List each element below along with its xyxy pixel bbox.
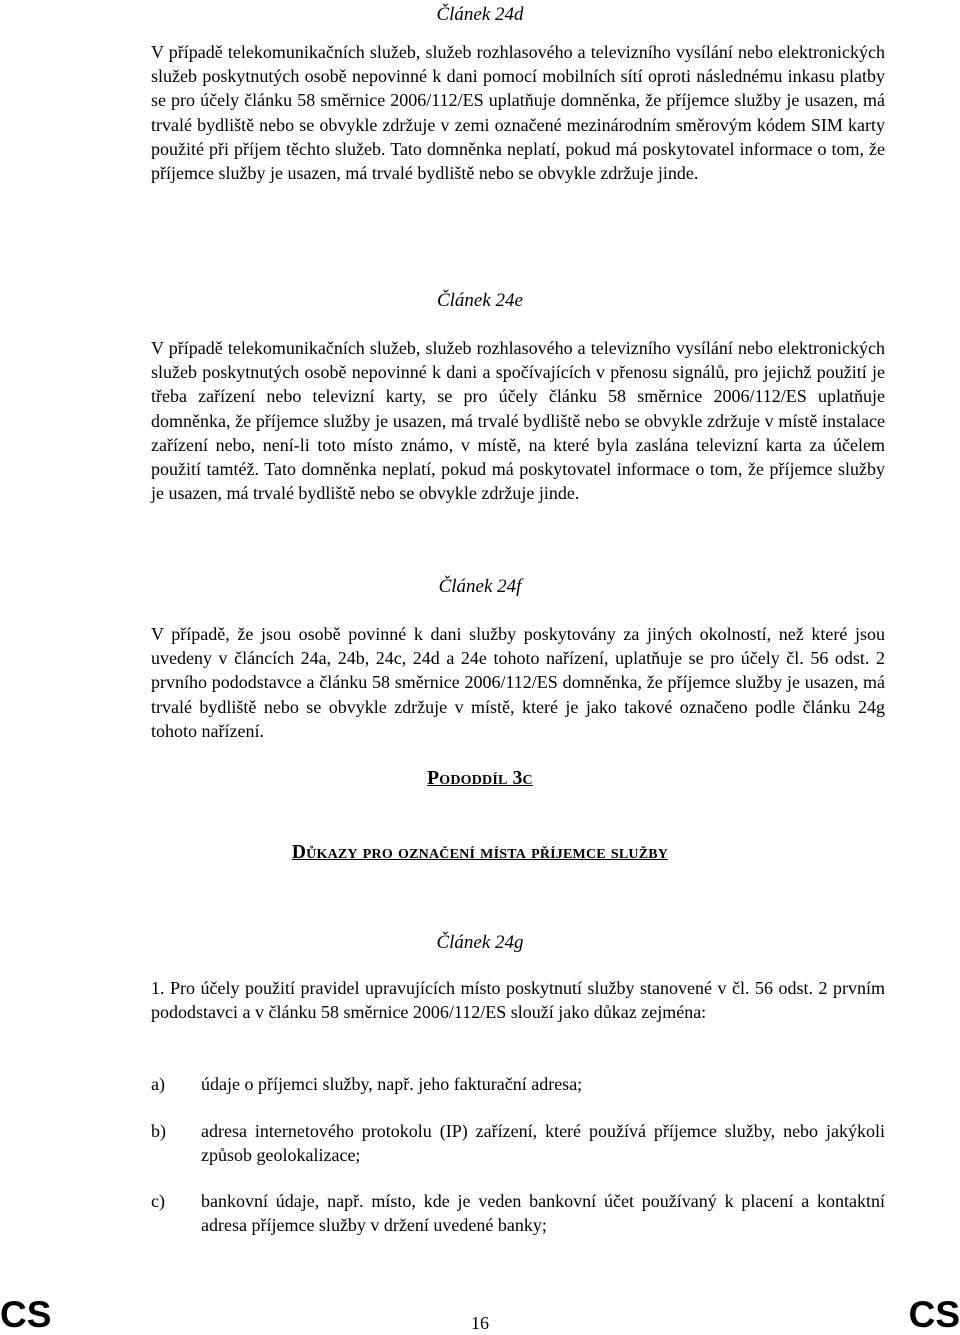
list-item-text: údaje o příjemci služby, např. jeho fakturační adresa;	[201, 1074, 583, 1094]
footer-language-right: CS	[908, 1294, 960, 1335]
subsection-subtitle: Důkazy pro označení místa příjemce služby	[291, 842, 669, 863]
article-24e-heading: Článek 24e	[436, 290, 523, 311]
article-24d-text: V případě telekomunikačních služeb, služeb rozhlasového a televizního vysílání nebo elektronických služeb poskytnutých osobě nepovinné k dani pomocí mobilních sítí oproti následnému inkasu platby se pro účely článku 58 směrnice 2006/112/ES uplatňuje domněnka, že příjemce služby je usazen, má trvalé bydliště nebo se obvykle zdržuje v zemi označené mezinárodním směrovým kódem SIM karty použité při příjem těchto služeb. Tato domněnka neplatí, pokud má poskytovatel informace o tom, že příjemce služby je usazen, má trvalé bydliště nebo se obvykle zdržuje jinde.	[151, 42, 885, 184]
article-24f-heading: Článek 24f	[438, 576, 522, 597]
list-marker: a)	[151, 1074, 165, 1094]
subsection-title: Pododdíl 3c	[427, 768, 533, 789]
article-24f-text: V případě, že jsou osobě povinné k dani služby poskytovány za jiných okolností, než které jsou uvedeny v článcích 24a, 24b, 24c, 24d a 24e tohoto nařízení, uplatňuje se pro účely čl. 56 odst. 2 prvního pododstavce a článku 58 směrnice 2006/112/ES domněnka, že příjemce služby je usazen, má trvalé bydliště nebo se obvykle zdržuje v místě, které je jako takové označeno podle článku 24g tohoto nařízení.	[151, 624, 885, 741]
article-24g-heading: Článek 24g	[436, 932, 524, 953]
list-marker: b)	[151, 1121, 166, 1141]
list-marker: c)	[151, 1191, 165, 1211]
article-24e-text: V případě telekomunikačních služeb, služeb rozhlasového a televizního vysílání nebo elektronických služeb poskytnutých osobě nepovinné k dani a spočívajících v přenosu signálů, pro jejichž použití je třeba zařízení nebo televizní karty, se pro účely článku 58 směrnice 2006/112/ES uplatňuje domněnka, že příjemce služby je usazen, má trvalé bydliště nebo se obvykle zdržuje v místě instalace zařízení nebo, není-li toto místo známo, v místě, na které byla zaslána televizní karta za účelem použití tamtéž. Tato domněnka neplatí, pokud má poskytovatel informace o tom, že příjemce služby je usazen, má trvalé bydliště nebo se obvykle zdržuje jinde.	[151, 338, 885, 504]
article-24d-heading: Článek 24d	[436, 4, 524, 25]
footer-page-number: 16	[471, 1313, 489, 1333]
list-item-text: adresa internetového protokolu (IP) zařízení, které používá příjemce služby, nebo jakýkoli způsob geolokalizace;	[201, 1121, 885, 1166]
footer-language-left: CS	[0, 1294, 52, 1335]
list-item-text: bankovní údaje, např. místo, kde je veden bankovní účet používaný k placení a kontaktní adresa příjemce služby v držení uvedené banky;	[201, 1191, 885, 1236]
article-24g-intro: 1. Pro účely použití pravidel upravujících místo poskytnutí služby stanovené v čl. 56 odst. 2 prvním pododstavci a v článku 58 směrnice 2006/112/ES slouží jako důkaz zejména:	[151, 978, 885, 1023]
